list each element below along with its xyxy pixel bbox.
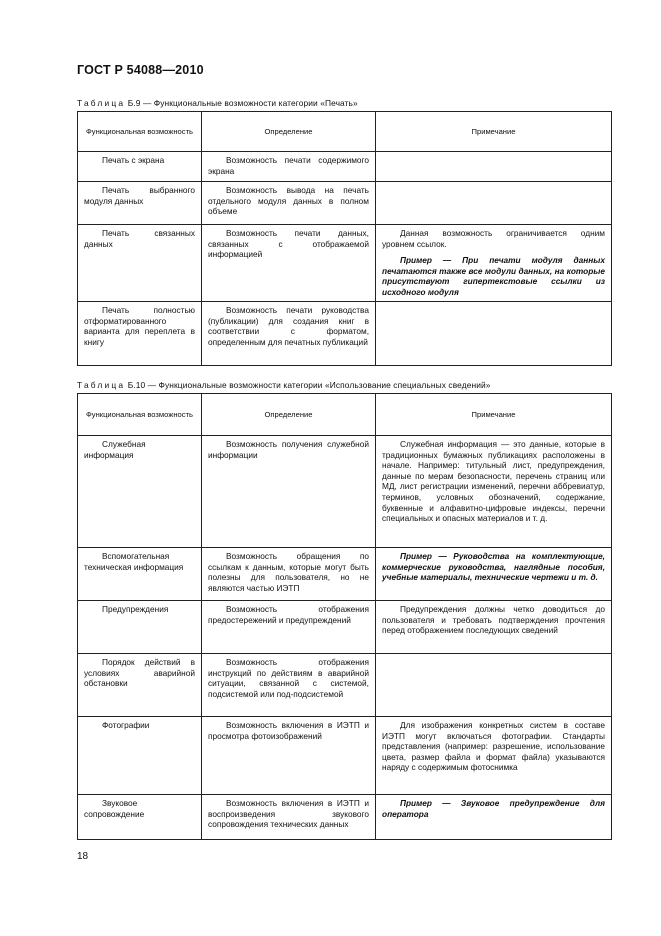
note-cell [376,654,612,717]
table-row [78,302,612,366]
header-definition: Определение [202,394,376,436]
feature-cell: Фотографии [78,717,202,795]
definition-cell: Возможность обращения по ссылкам к данным, которые могут быть полезны для пользователя, но не являются частью ИЭТП [202,548,376,601]
header-feature: Функциональная возможность [78,394,202,436]
definition-cell: Возможность включения в ИЭТП и воспроизведения звукового сопровождения технических данных [202,795,376,840]
header-definition: Определение [202,112,376,152]
caption-text: Б.10 — Функциональные возможности категории «Использование специальных сведений» [127,380,491,390]
table-row [78,182,612,225]
caption-label: Таблица [77,98,126,108]
table-row [78,654,612,717]
definition-cell: Возможность вывода на печать отдельного модуля данных в полном объеме [202,182,376,225]
feature-cell: Порядок действий в условиях аварийной обстановки [78,654,202,717]
definition-cell: Возможность отображения предостережений и предупреждений [202,601,376,654]
header-note: Примечание [376,394,612,436]
definition-cell: Возможность включения в ИЭТП и просмотра фотоизображений [202,717,376,795]
feature-cell: Звуковое сопровождение [78,795,202,840]
table-caption [77,98,358,108]
table-row [78,436,612,548]
definition-cell: Возможность печати руководства (публикации) для создания книг в соответствии с форматом, определенным для печатных публикаций [202,302,376,366]
feature-cell: Печать выбранного модуля данных [78,182,202,225]
table-header-row [78,394,612,436]
feature-cell: Предупреждения [78,601,202,654]
header-feature: Функциональная возможность [78,112,202,152]
table-header-row [78,112,612,152]
note-example: Пример — Руководства на комплектующие, коммерческие руководства, наглядные пособия, учебные материалы, технические чертежи и т. д. [382,551,605,583]
table-special-info-features [77,393,612,840]
note-text: Для изображения конкретных систем в составе ИЭТП могут включаться фотографии. Стандарты представления (например: разрешение, использование цвета, размер файла и формат файла) указываются наряду с содержимым фотоснимка [382,720,605,773]
table-row [78,601,612,654]
table-caption [77,380,491,390]
table-row [78,152,612,182]
feature-cell: Печать связанных данных [78,225,202,302]
note-cell [376,436,612,548]
caption-text: Б.9 — Функциональные возможности категории «Печать» [127,98,358,108]
definition-cell: Возможность печати содержимого экрана [202,152,376,182]
note-cell [376,717,612,795]
note-cell [376,302,612,366]
note-cell [376,548,612,601]
feature-cell: Печать полностью отформатированного варианта для переплета в книгу [78,302,202,366]
note-cell [376,182,612,225]
definition-cell: Возможность отображения инструкций по действиям в аварийной ситуации, связанной с системой, подсистемой или под-подсистемой [202,654,376,717]
definition-cell: Возможность печати данных, связанных с отображаемой информацией [202,225,376,302]
table-row [78,795,612,840]
note-cell [376,225,612,302]
table-row [78,548,612,601]
page-number: 18 [77,851,89,862]
note-text: Данная возможность ограничивается одним уровнем ссылок. [382,228,605,249]
note-cell [376,152,612,182]
note-example: Пример — Звуковое предупреждение для оператора [382,798,605,819]
document-title: ГОСТ Р 54088—2010 [77,63,204,77]
feature-cell: Служебная информация [78,436,202,548]
note-cell [376,601,612,654]
feature-cell: Вспомогательная техническая информация [78,548,202,601]
note-cell [376,795,612,840]
header-note: Примечание [376,112,612,152]
note-text: Предупреждения должны четко доводиться до пользователя и требовать подтверждения прочтения перед отображением последующих сведений [382,604,605,636]
table-row [78,225,612,302]
table-row [78,717,612,795]
definition-cell: Возможность получения служебной информации [202,436,376,548]
note-text: Служебная информация — это данные, которые в традиционных бумажных публикациях расположены в начале. Например: титульный лист, предупреждения, данные по мерам безопасности, перечень страниц или МД, лист регистрации изменений, перечни аббревиатур, терминов, условных обозначений, содержание, буквенные и алфавитно-цифровые индексы, перечни специальных и опасных материалов и т. д. [382,439,605,524]
table-print-features [77,111,612,366]
note-example: Пример — При печати модуля данных печатаются также все модули данных, на которые присутствуют гипертекстовые ссылки из исходного модуля [382,255,605,297]
caption-label: Таблица [77,380,126,390]
feature-cell: Печать с экрана [78,152,202,182]
